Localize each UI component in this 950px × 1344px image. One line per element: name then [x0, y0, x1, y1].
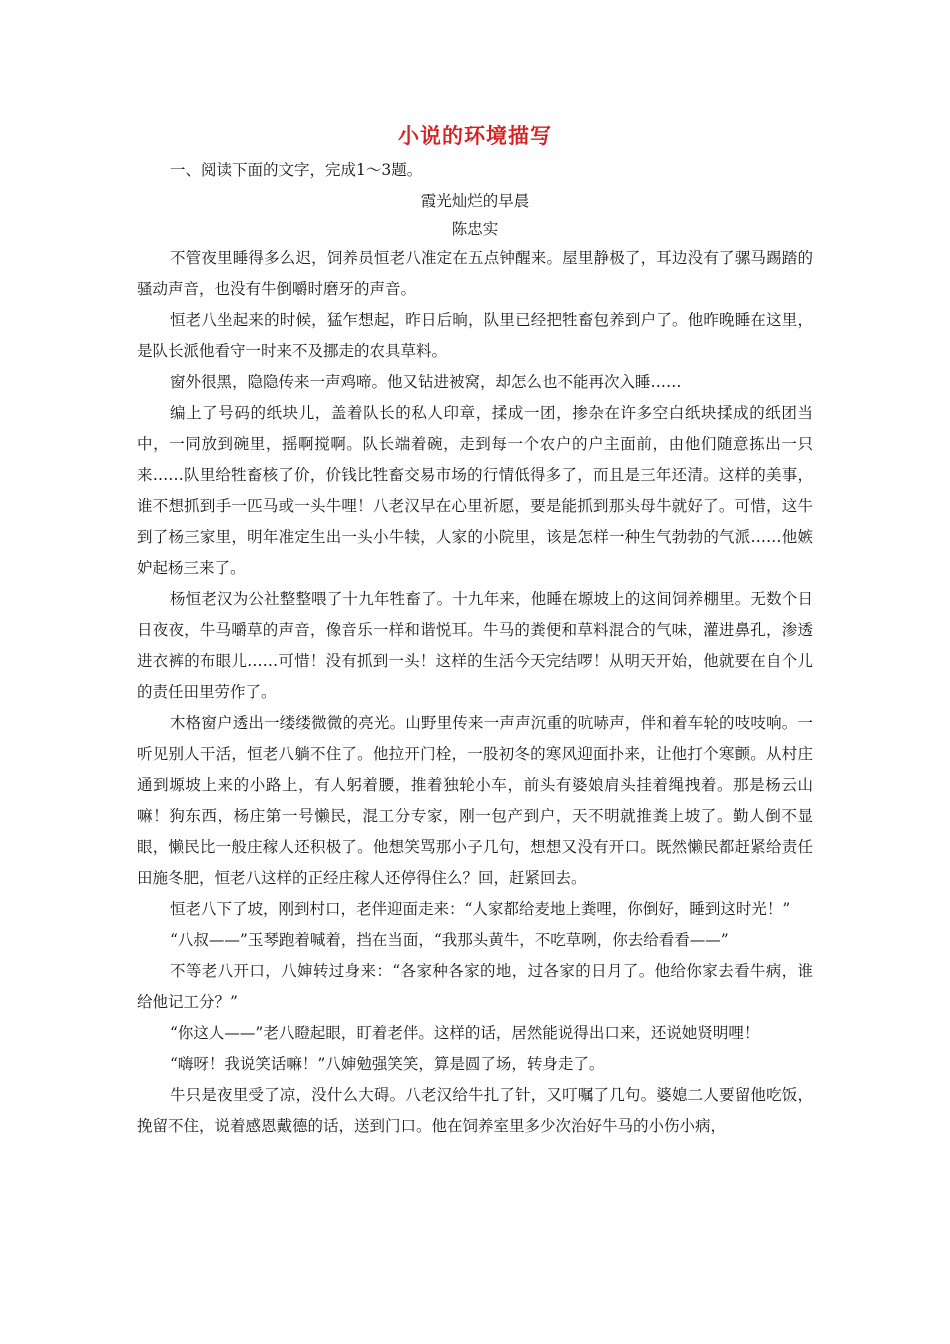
paragraph: “你这人——”老八瞪起眼，盯着老伴。这样的话，居然能说得出口来，还说她贤明哩！: [170, 1024, 760, 1042]
paragraph: 不管夜里睡得多么迟，饲养员恒老八准定在五点钟醒来。屋里静极了，耳边没有了骡马踢踏的骚动声音，也没有牛倒嚼时磨牙的声音。: [137, 249, 813, 298]
story-body: [137, 243, 813, 1142]
paragraph: 牛只是夜里受了凉，没什么大碍。八老汉给牛扎了针，又叮嘱了几句。婆媳二人要留他吃饭，挽留不住，说着感恩戴德的话，送到门口。他在饲养室里多少次治好牛马的小伤小病，: [137, 1086, 813, 1135]
paragraph: 恒老八坐起来的时候，猛乍想起，昨日后晌，队里已经把牲畜包养到户了。他昨晚睡在这里，是队长派他看守一时来不及挪走的农具草料。: [137, 311, 813, 360]
paragraph: “嗨呀！我说笑话嘛！”八婶勉强笑笑，算是圆了场，转身走了。: [170, 1055, 605, 1073]
document-title: 小说的环境描写: [398, 123, 552, 148]
question-intro: 一、阅读下面的文字，完成1～3题。: [170, 161, 423, 179]
paragraph: 编上了号码的纸块儿，盖着队长的私人印章，揉成一团，掺杂在许多空白纸块揉成的纸团当中，一同放到碗里，摇啊搅啊。队长端着碗，走到每一个农户的户主面前，由他们随意拣出一只来……队里给牲畜核了价，价钱比牲畜交易市场的行情低得多了，而且是三年还清。这样的美事，谁不想抓到手一匹马或一头牛哩！八老汉早在心里祈愿，要是能抓到那头母牛就好了。可惜，这牛到了杨三家里，明年准定生出一头小牛犊，人家的小院里，该是怎样一种生气勃勃的气派……他嫉妒起杨三来了。: [137, 404, 813, 577]
paragraph: 木格窗户透出一缕缕微微的亮光。山野里传来一声声沉重的吭哧声，伴和着车轮的吱吱响。一听见别人干活，恒老八躺不住了。他拉开门栓，一股初冬的寒风迎面扑来，让他打个寒颤。从村庄通到塬坡上来的小路上，有人躬着腰，推着独轮小车，前头有婆娘肩头挂着绳拽着。那是杨云山嘛！狗东西，杨庄第一号懒民，混工分专家，刚一包产到户，天不明就推粪上坡了。勤人倒不显眼，懒民比一般庄稼人还积极了。他想笑骂那小子几句，想想又没有开口。既然懒民都赶紧给责任田施冬肥，恒老八这样的正经庄稼人还停得住么？回，赶紧回去。: [137, 714, 813, 887]
paragraph: 窗外很黑，隐隐传来一声鸡啼。他又钻进被窝，却怎么也不能再次入睡……: [170, 373, 682, 391]
paragraph: 杨恒老汉为公社整整喂了十九年牲畜了。十九年来，他睡在塬坡上的这间饲养棚里。无数个日日夜夜，牛马嚼草的声音，像音乐一样和谐悦耳。牛马的粪便和草料混合的气味，灌进鼻孔，渗透进衣裤的布眼儿……可惜！没有抓到一头！这样的生活今天完结啰！从明天开始，他就要在自个儿的责任田里劳作了。: [137, 590, 813, 701]
story-title: 霞光灿烂的早晨: [420, 192, 530, 210]
paragraph: 不等老八开口，八婶转过身来：“各家种各家的地，过各家的日月了。他给你家去看牛病，谁给他记工分？”: [137, 962, 813, 1011]
paragraph: 恒老八下了坡，刚到村口，老伴迎面走来：“人家都给麦地上粪哩，你倒好，睡到这时光！”: [170, 900, 791, 918]
story-author: 陈忠实: [451, 220, 499, 238]
document-page: [137, 118, 813, 1142]
paragraph: “八叔——”玉琴跑着喊着，挡在当面，“我那头黄牛，不吃草咧，你去给看看——”: [170, 931, 729, 949]
